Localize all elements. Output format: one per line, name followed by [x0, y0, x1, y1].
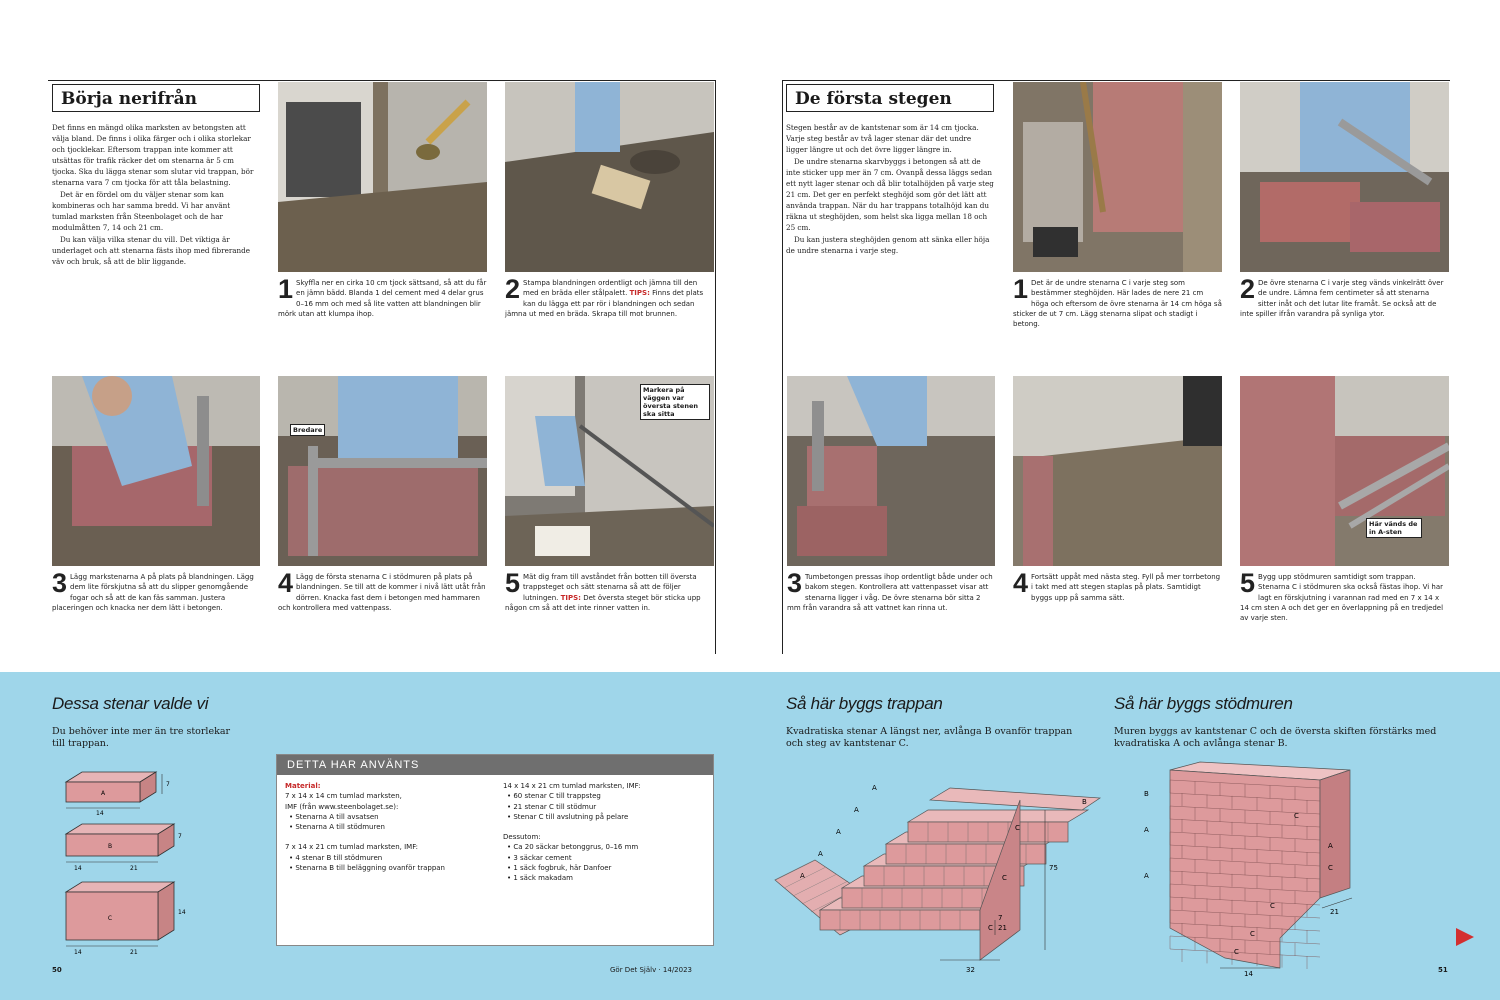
photo-right-step3: [787, 376, 995, 566]
materials-line: • 4 stenar B till stödmuren: [289, 853, 383, 862]
photo-right-step1: [1013, 82, 1222, 272]
right-paragraph: De undre stenarna skarvbyggs i betongen så att de inte sticker upp mer än 7 cm. Ovanpå dessa läggs sedan ett nytt lager stenar och då blir totalhöjden på varje steg 21 cm. Det ger en perfekt steghöjd som gör det lätt att använda trappan. När du har trappans totalhöjd kan du räkna ut steghöjden, som helst ska ligga mellan 18 och 25 cm.: [786, 157, 994, 232]
callout-markera: Markera på väggen var översta stenen ska sitta: [640, 384, 710, 420]
right-intro-text: [786, 122, 994, 257]
wall-label: A: [1328, 842, 1333, 850]
stairs-label-b: B: [1082, 798, 1087, 806]
materials-column-2: [503, 781, 708, 884]
stones-text: Du behöver inte mer än tre storlekar till trappan.: [52, 726, 231, 749]
stone-b-label: B: [107, 843, 113, 850]
wall-text: Muren byggs av kantstenar C och de översta skiften förstärks med kvadratiska A och avlånga stenar B.: [1114, 726, 1437, 749]
wall-label: C: [1234, 948, 1239, 956]
stairs-label-a: A: [872, 784, 877, 792]
stairs-title: Så här byggs trappan: [786, 694, 943, 713]
stone-a-label: A: [100, 790, 106, 797]
wall-label: A: [1144, 826, 1149, 834]
stairs-label-a: A: [818, 850, 823, 858]
photo-right-step2: [1240, 82, 1449, 272]
materials-line: • Stenar C till avslutning på pelare: [507, 812, 629, 821]
materials-line: Material:: [285, 782, 321, 790]
photo-right-step4: [1013, 376, 1222, 566]
materials-line: Dessutom:: [503, 833, 541, 842]
wall-diagram: [1140, 758, 1370, 978]
left-paragraph: Du kan välja vilka stenar du vill. Det viktiga är underlaget och att stenarna fästs ihop med fibrerande väv och bruk, så att de blir liggande.: [52, 235, 251, 266]
stone-c-depth: 14: [74, 949, 82, 956]
stone-c-label: C: [107, 915, 113, 922]
magazine-footer: Gör Det Själv · 14/2023: [610, 966, 692, 974]
materials-line: • Stenarna A till avsatsen: [289, 812, 379, 821]
wall-title: Så här byggs stödmuren: [1114, 694, 1293, 713]
right-step-4: 4 Fortsätt uppåt med nästa steg. Fyll på mer torrbetong i takt med att stegen staplas på plats. Samtidigt byggs upp på samma sätt.: [1013, 568, 1221, 602]
stairs-dim-step: 7: [998, 914, 1003, 922]
left-paragraph: Det finns en mängd olika marksten av betongsten att välja bland. De finns i olika färger och i olika storlekar och tjocklekar. Eftersom trappan inte kommer att utsättas för trafik räcker det om stenarna är 5 cm tjocka. Ska du lägga stenar som slutar vid trappan, bör stenarna vara 7 cm tjocka för att tåla belastning.: [52, 123, 254, 187]
stairs-label-c: C: [1015, 824, 1020, 832]
stairs-top-slab: [930, 788, 1100, 810]
stone-a-height: 7: [166, 781, 170, 788]
materials-line: [285, 832, 490, 842]
stairs-label-c: C: [1002, 874, 1007, 882]
materials-box: [276, 754, 714, 946]
stone-b-height: 7: [178, 833, 182, 840]
materials-line: 7 x 14 x 14 cm tumlad marksten,: [285, 792, 402, 801]
materials-line: 7 x 14 x 21 cm tumlad marksten, IMF:: [285, 843, 419, 852]
wall-end: [1320, 770, 1350, 898]
callout-a-sten: Här vänds de in A-sten: [1366, 518, 1422, 538]
materials-line: 14 x 14 x 21 cm tumlad marksten, IMF:: [503, 782, 641, 790]
stairs-dim-tread: 21: [998, 924, 1007, 932]
materials-line: • Ca 20 säckar betonggrus, 0–16 mm: [507, 843, 639, 852]
wall-label: C: [1294, 812, 1299, 820]
stone-a: [66, 772, 170, 817]
wall-label: A: [1144, 872, 1149, 880]
stairs-label-a: A: [800, 872, 805, 880]
materials-line: • 1 säck fogbruk, här Danfoer: [507, 864, 612, 873]
right-section-title: De första stegen: [786, 84, 994, 112]
stairs-diagram: [770, 760, 1110, 980]
right-step-1: 1 Det är de undre stenarna C i varje steg som bestämmer steghöjden. Här lades de nere 21 cm höga och eftersom de övre stenarna är 14 cm höga så sticker de ut 7 cm. Lägg stenarna slipat och stadigt i betong.: [1013, 274, 1222, 329]
wall-label: C: [1328, 864, 1333, 872]
left-page-number: 50: [52, 966, 62, 974]
materials-line: • 3 säckar cement: [507, 853, 572, 862]
materials-column-1: [285, 781, 490, 873]
stone-a-width: 14: [96, 810, 104, 817]
stone-c-width: 21: [130, 949, 138, 956]
materials-line: • 1 säck makadam: [507, 874, 573, 883]
left-section-title: Börja nerifrån: [52, 84, 260, 112]
materials-line: [503, 822, 708, 832]
stone-b-width: 21: [130, 865, 138, 872]
stairs-label-a: A: [836, 828, 841, 836]
stones-title: Dessa stenar valde vi: [52, 694, 209, 713]
photo-left-step2: [505, 82, 714, 272]
stone-b-depth: 14: [74, 865, 82, 872]
right-step-3: 3 Tumbetongen pressas ihop ordentligt både under och bakom stegen. Kontrollera att vattenpasset visar att stenarna ligger i våg. De övre stenarna bör sitta 2 mm från varandra så att vattnet kan rinna ut.: [787, 568, 993, 612]
stones-diagram: [52, 764, 192, 964]
wall-dim-depth: 21: [1330, 908, 1339, 916]
left-step-2: 2 Stampa blandningen ordentligt och jämna till den med en bräda eller stålpalett. TIPS: Finns det plats kan du lägga ett par rör i blandningen och sedan jämna ut med en bräda. Skrapa till mot brunnen.: [505, 274, 704, 318]
left-step-4: 4 Lägg de första stenarna C i stödmuren på plats på blandningen. Se till att de kommer i nivå lätt utåt från dörren. Knacka fast dem i betongen med hammaren och kontrollera med vattenpass.: [278, 568, 486, 612]
stairs-label-c: C: [988, 924, 993, 932]
materials-line: • 60 stenar C till trappsteg: [507, 792, 601, 801]
photo-left-step1: [278, 82, 487, 272]
wall-dim-width: 14: [1244, 970, 1253, 978]
stone-c: [66, 882, 186, 956]
right-page-number: 51: [1438, 966, 1448, 974]
materials-line: • Stenarna B till beläggning ovanför trappan: [289, 864, 445, 873]
callout-bredare: Bredare: [290, 424, 325, 436]
stairs-text: Kvadratiska stenar A längst ner, avlånga B ovanför trappan och steg av kantstenar C.: [786, 726, 1073, 749]
photo-left-step3: [52, 376, 260, 566]
wall-label: C: [1250, 930, 1255, 938]
wall-label: C: [1270, 902, 1275, 910]
stairs-label-a: A: [854, 806, 859, 814]
stairs-dim-height: 75: [1049, 864, 1058, 872]
left-step-3: 3 Lägg markstenarna A på plats på blandningen. Lägg dem lite förskjutna så att du slipper genomgående fogar och så att de kan fäs samman. Justera placeringen och knacka ner dem lätt i betongen.: [52, 568, 254, 612]
materials-line: • 21 stenar C till stödmur: [507, 802, 597, 811]
right-step-5: 5 Bygg upp stödmuren samtidigt som trappan. Stenarna C i stödmuren ska också fästas ihop. Vi har lagt en förskjutning i varannan rad med en 7 x 14 x 14 cm sten A och det ger en överlappning på en tredjedel av varje sten.: [1240, 568, 1444, 623]
next-page-arrow-icon[interactable]: [1454, 926, 1476, 948]
stair-tread: [908, 810, 1088, 822]
materials-line: • Stenarna A till stödmuren: [289, 823, 385, 832]
left-step-1: 1 Skyffla ner en cirka 10 cm tjock sättsand, så att du får en jämn bädd. Blanda 1 del cement med 4 delar grus 0–16 mm och med så lite vatten att blandningen blir mörk utan att klumpa ihop.: [278, 274, 487, 318]
stairs-dim-depth: 32: [966, 966, 975, 974]
materials-line: IMF (från www.steenbolaget.se):: [285, 802, 399, 811]
left-step-5: 5 Mät dig fram till avståndet från botten till översta trappsteget och sätt stenarna så att de följer lutningen. TIPS: Det översta steget bör sticka upp någon cm så att det inte rinner vatten in.: [505, 568, 701, 612]
right-paragraph: Stegen består av de kantstenar som är 14 cm tjocka. Varje steg består av två lager stenar där det undre ligger längre ut och det övre ligger längre in.: [786, 123, 979, 154]
left-intro-text: [52, 122, 257, 268]
stone-b: [66, 824, 182, 872]
right-paragraph: Du kan justera steghöjden genom att sänka eller höja de undre stenarna i varje steg.: [786, 235, 990, 255]
left-paragraph: Det är en fördel om du väljer stenar som kan kombineras och har samma bredd. Vi har använt tumlad marksten från Steenbolaget och de har modulmåtten 7, 14 och 21 cm.: [52, 190, 231, 232]
wall-label: B: [1144, 790, 1149, 798]
wall-dim-line: [1322, 898, 1352, 908]
photo-left-step4: [278, 376, 487, 566]
stone-c-height: 14: [178, 909, 186, 916]
materials-heading: DETTA HAR ANVÄNTS: [277, 755, 713, 775]
right-step-2: 2 De övre stenarna C i varje steg vänds vinkelrätt över de undre. Lämna fem centimeter så att stenarna sitter inåt och det lutar lite framåt. Se också att de inte spiller ifrån varandra på synliga ytor.: [1240, 274, 1444, 318]
